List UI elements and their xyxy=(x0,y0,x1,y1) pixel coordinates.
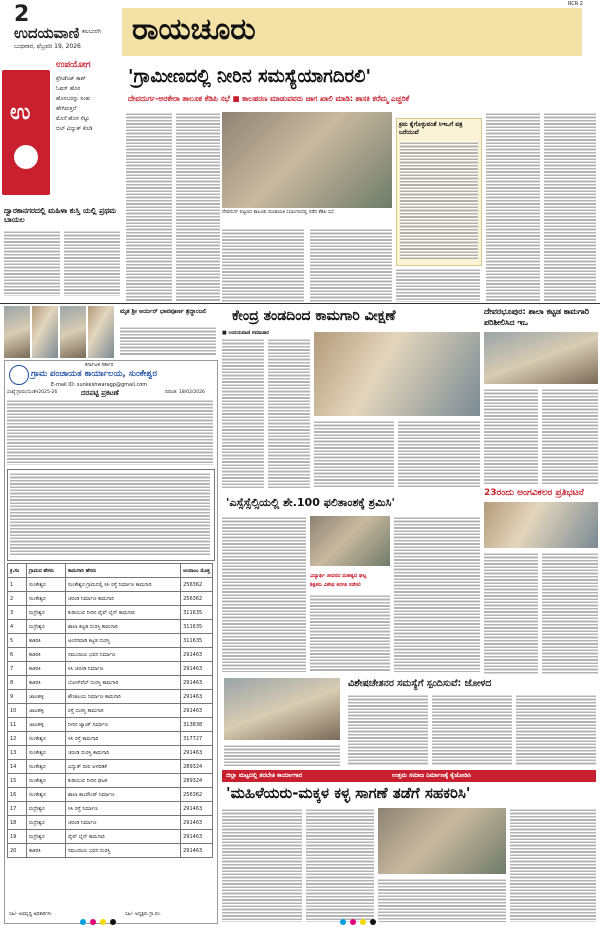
table-cell-no: 4 xyxy=(8,620,27,634)
mid-story xyxy=(220,494,482,674)
ad-text: ಮೃತ ಶ್ರೀ ಆರ್ಯನ್‌ ಭಾವಪೂರ್ಣ ಶ್ರದ್ಧಾಂಜಲಿ xyxy=(120,308,207,315)
table-cell-village: ಸುಂಕೇಶ್ವರ xyxy=(27,592,66,606)
table-cell-no: 3 xyxy=(8,606,27,620)
table-cell-village: ರುದ್ರೇಶ್ವರ xyxy=(27,606,66,620)
table-cell-no: 8 xyxy=(8,676,27,690)
table-cell-no: 5 xyxy=(8,634,27,648)
left-story-headline: ದ್ವಾರಕಾನಗರದಲ್ಲಿ ಮಹಿಳಾ ಕುಸ್ತಿ ಯಲ್ಲಿ ಪ್ರಥಮ ಬಾಯಲ xyxy=(4,206,117,224)
tender-notice xyxy=(4,360,218,924)
table-cell-village: ಜಾಲಹಳ್ಳಿ xyxy=(27,718,66,732)
right-story-2 xyxy=(484,488,598,676)
table-cell-work: ಸಮುದಾಯ ಭವನ ದುರಸ್ತಿ xyxy=(66,844,181,858)
notice-schedule xyxy=(10,472,210,556)
left-story-body xyxy=(4,230,60,296)
bottom-story-kicker-2: ಉತ್ತಮ ಸಮಾಜ ನಿರ್ಮಾಣಕ್ಕೆ ಕೈಜೋಡಿಸಿ xyxy=(392,772,472,779)
top-story-col7 xyxy=(544,112,596,302)
table-cell-no: 15 xyxy=(8,774,27,788)
notice-ref-left: ಸಂಖ್ಯೆ:ಗ್ರಾಪಂ/ಸುಂಕೇ/2025-26 xyxy=(7,390,58,395)
table-row xyxy=(8,746,213,760)
table-row xyxy=(8,718,213,732)
table-cell-village: ಕಾತರಕಿ xyxy=(27,648,66,662)
notice-schedule-box xyxy=(7,469,215,561)
center-col4 xyxy=(398,420,480,488)
print-registration-marks xyxy=(80,918,520,926)
table-cell-no: 16 xyxy=(8,788,27,802)
yellow-dot-icon-2 xyxy=(360,919,366,925)
table-row xyxy=(8,760,213,774)
works-table xyxy=(7,563,213,858)
center-story-photo xyxy=(314,332,480,416)
table-cell-amount: 291463 xyxy=(181,746,213,760)
promo-lines: ಪ್ರೆಸಿಡೆಂಟ್ ಕಾಪ್ ಓವನ್ ಹೊಸ ಹೊಸಬರನ್ನು ಸಂತು ಹೇಗಿರುತ್ತದೆ ಮೊನೆ ಹೊಸ ಸೆಟ್ಟು ಬಿಲ್ ವಿದ್ಯುತ್ ಕೊಡಿ xyxy=(56,76,93,132)
lower-story-photo xyxy=(224,678,340,740)
right-story-1-photo xyxy=(484,332,598,384)
table-cell-no: 18 xyxy=(8,816,27,830)
table-cell-work: ಚರಂಡಿ ನಿರ್ಮಾಣ xyxy=(66,816,181,830)
table-cell-work: ಸುಂಕೇಶ್ವರ ಗ್ರಾಮದಲ್ಲಿ ಸಿಸಿ ರಸ್ತೆ ನಿರ್ಮಾಣ ಕಾಮಗಾರಿ xyxy=(66,578,181,592)
bullet-1: ವಿದ್ಯಾರ್ಥಿ ಜೀವನದ ಮಹತ್ವದ ಘಟ್ಟ xyxy=(310,573,367,579)
notice-office: ಗ್ರಾಮ ಪಂಚಾಯತ ಕಾರ್ಯಾಲಯ, ಸುಂಕೇಶ್ವರ xyxy=(31,369,158,379)
divider-1 xyxy=(0,303,600,304)
table-cell-work: ಸಮುದಾಯ ಭವನ ನಿರ್ಮಾಣ xyxy=(66,648,181,662)
table-cell-village: ರುದ್ರೇಶ್ವರ xyxy=(27,816,66,830)
date-line: ಬುಧವಾರ, ಫೆಬ್ರವರಿ 19, 2026 xyxy=(14,43,81,50)
top-story-photo xyxy=(222,112,392,208)
table-cell-village: ಕಾತರಕಿ xyxy=(27,676,66,690)
table-row xyxy=(8,774,213,788)
table-row xyxy=(8,816,213,830)
right-story-2-col2 xyxy=(542,552,598,674)
mid-story-bullets xyxy=(310,572,390,590)
table-cell-amount: 291463 xyxy=(181,676,213,690)
table-cell-no: 19 xyxy=(8,830,27,844)
table-cell-amount: 291463 xyxy=(181,830,213,844)
table-cell-amount: 311635 xyxy=(181,606,213,620)
top-story-col2 xyxy=(176,112,220,302)
bottom-story-kicker: ಜಿಲ್ಲಾ ಮಟ್ಟದಲ್ಲಿ ತರಬೇತಿ ಕಾರ್ಯಾಗಾರ xyxy=(226,772,303,779)
table-cell-work: ಶಾಲಾ ಕಟ್ಟಡ ದುರಸ್ತಿ ಕಾಮಗಾರಿ xyxy=(66,620,181,634)
ad-photo-2 xyxy=(32,306,58,358)
bullet-2: ಶಿಕ್ಷಕರು ವಿಶೇಷ ತರಗತಿ ನಡೆಸಲಿ xyxy=(310,582,361,588)
table-cell-no: 6 xyxy=(8,648,27,662)
mid-story-photo xyxy=(310,516,390,566)
table-row xyxy=(8,676,213,690)
table-cell-amount: 291463 xyxy=(181,704,213,718)
lower-col1 xyxy=(348,694,428,766)
lower-col3 xyxy=(516,694,596,766)
table-row xyxy=(8,578,213,592)
table-row xyxy=(8,648,213,662)
table-cell-village: ಸುಂಕೇಶ್ವರ xyxy=(27,732,66,746)
table-cell-amount: 256362 xyxy=(181,578,213,592)
table-cell-no: 1 xyxy=(8,578,27,592)
lower-col2 xyxy=(432,694,512,766)
table-cell-work: ಬೋರ್‌ವೆಲ್ ದುರಸ್ತಿ ಕಾಮಗಾರಿ xyxy=(66,676,181,690)
cyan-dot-icon xyxy=(80,919,86,925)
table-cell-village: ಜಾಲಹಳ್ಳಿ xyxy=(27,690,66,704)
table-cell-amount: 289324 xyxy=(181,760,213,774)
magenta-dot-icon-2 xyxy=(350,919,356,925)
left-story xyxy=(4,206,120,296)
center-story xyxy=(220,306,482,491)
table-cell-amount: 313838 xyxy=(181,718,213,732)
page-number: 2 xyxy=(14,2,30,27)
section-title: ರಾಯಚೂರು xyxy=(132,12,256,47)
lower-story-headline: ವಿಶೇಷಚೇತನರ ಸಮಸ್ಯೆಗೆ ಸ್ಪಂದಿಸುವೆ: ಜೋಳದ xyxy=(348,678,492,689)
table-cell-amount: 289324 xyxy=(181,774,213,788)
top-story-caption: ದೇವದುರ್ಗ ಪಟ್ಟಣದ ತಾಲೂಕು ಪಂಚಾಯತಿ ಸಭಾಂಗಣದಲ್ಲಿ ನಡೆದ ಕೆಡಿಪಿ ಸಭೆ xyxy=(222,210,334,215)
table-cell-work: ಸಿಸಿ ರಸ್ತೆ ನಿರ್ಮಾಣ xyxy=(66,802,181,816)
table-cell-work: ಅಂಗನವಾಡಿ ಕಟ್ಟಡ ದುರಸ್ತಿ xyxy=(66,634,181,648)
bottom-story-photo xyxy=(378,808,506,874)
table-cell-work: ಕುಡಿಯುವ ನೀರಿನ ಪೈಪ್ ಲೈನ್ ಕಾಮಗಾರಿ xyxy=(66,606,181,620)
promo-logo-icon: ಉ xyxy=(10,100,31,125)
section-banner xyxy=(122,8,582,56)
table-cell-work: ವಿದ್ಯುತ್ ದೀಪ ಅಳವಡಿಕೆ xyxy=(66,760,181,774)
top-story-col4 xyxy=(310,228,392,302)
table-cell-village: ಸುಂಕೇಶ್ವರ xyxy=(27,760,66,774)
notice-intro xyxy=(7,399,213,465)
left-story-body-2 xyxy=(64,230,120,296)
center-col1 xyxy=(222,338,264,488)
table-cell-amount: 291463 xyxy=(181,816,213,830)
bottom-kicker-bar xyxy=(222,770,596,782)
mid-story-headline: 'ಎಸ್ಸೆಸ್ಸೆಲ್ಸಿಯಲ್ಲಿ ಶೇ.100 ಫಲಿತಾಂಶಕ್ಕೆ ಶ್ರಮಿಸಿ' xyxy=(226,496,395,509)
top-story-headline: 'ಗ್ರಾಮೀಣದಲ್ಲಿ ನೀರಿನ ಸಮಸ್ಯೆಯಾಗದಿರಲಿ' xyxy=(128,66,371,87)
table-row xyxy=(8,606,213,620)
center-story-byline: ■ ಉದಯವಾಣಿ ಸಮಾಚಾರ xyxy=(222,330,269,336)
table-row xyxy=(8,662,213,676)
top-story-callout-box xyxy=(396,118,482,266)
bottom-col1 xyxy=(222,808,302,922)
notice-footer-right: ಸಹಿ/- ಅಧ್ಯಕ್ಷರು ಗ್ರಾ.ಪಂ. xyxy=(125,912,162,917)
notice-ref-right: ದಿನಾಂಕ: 18/02/2026 xyxy=(165,390,205,395)
table-cell-work: ಕುಡಿಯುವ ನೀರಿನ ಘಟಕ xyxy=(66,774,181,788)
table-cell-no: 11 xyxy=(8,718,27,732)
bottom-col2 xyxy=(306,808,374,922)
yellow-dot-icon xyxy=(100,919,106,925)
center-col3 xyxy=(314,420,394,488)
top-story-col5 xyxy=(396,268,480,302)
black-dot-icon-2 xyxy=(370,919,376,925)
mid-col2 xyxy=(310,594,390,672)
table-cell-amount: 291463 xyxy=(181,648,213,662)
table-cell-work: ಚರಂಡಿ ದುರಸ್ತಿ ಕಾಮಗಾರಿ xyxy=(66,746,181,760)
notice-table xyxy=(7,563,213,858)
table-cell-work: ರಸ್ತೆ ದುರಸ್ತಿ ಕಾಮಗಾರಿ xyxy=(66,704,181,718)
table-cell-village: ಸುಂಕೇಶ್ವರ xyxy=(27,578,66,592)
right-story-1-headline: ದೇವರಭೂಪುರ: ಶಾಲಾ ಕಟ್ಟಡ ಕಾಮಗಾರಿ ಪರಿಶೀಲಿಸಿದ ಇಒ xyxy=(484,307,590,327)
table-cell-village: ಕಾತರಕಿ xyxy=(27,634,66,648)
table-row xyxy=(8,788,213,802)
table-cell-amount: 311635 xyxy=(181,620,213,634)
table-cell-no: 12 xyxy=(8,732,27,746)
table-row xyxy=(8,844,213,858)
table-cell-amount: 317727 xyxy=(181,732,213,746)
table-cell-no: 7 xyxy=(8,662,27,676)
page-header xyxy=(0,0,600,58)
table-cell-amount: 291463 xyxy=(181,690,213,704)
lower-caption xyxy=(224,744,340,766)
table-cell-village: ಸುಂಕೇಶ್ವರ xyxy=(27,788,66,802)
promo-sidebar xyxy=(2,60,122,200)
center-col2 xyxy=(268,338,310,488)
table-cell-village: ಕಾತರಕಿ xyxy=(27,662,66,676)
table-cell-no: 20 xyxy=(8,844,27,858)
table-cell-no: 9 xyxy=(8,690,27,704)
bottom-col3 xyxy=(378,878,506,922)
edition-tag: ಕಲಬುರಗಿ xyxy=(82,28,102,35)
bottom-story xyxy=(220,770,598,925)
table-cell-village: ರುದ್ರೇಶ್ವರ xyxy=(27,830,66,844)
table-cell-village: ಕಾತರಕಿ xyxy=(27,844,66,858)
notice-email: E-mail ID: sunkeshwaragp@gmail.com xyxy=(51,382,148,388)
table-cell-amount: 256362 xyxy=(181,788,213,802)
table-row xyxy=(8,732,213,746)
table-row xyxy=(8,620,213,634)
table-cell-no: 2 xyxy=(8,592,27,606)
ad-block xyxy=(4,306,216,358)
ad-photo-4 xyxy=(88,306,114,358)
notice-footer-left: ಸಹಿ/- ಅಭಿವೃದ್ಧಿ ಅಧಿಕಾರಿಗಳು xyxy=(9,912,52,917)
table-cell-no: 13 xyxy=(8,746,27,760)
govt-emblem-icon xyxy=(9,365,29,385)
table-row xyxy=(8,634,213,648)
ad-body xyxy=(120,326,216,356)
table-row xyxy=(8,802,213,816)
cyan-dot-icon-2 xyxy=(340,919,346,925)
table-cell-no: 14 xyxy=(8,760,27,774)
right-story-1-col1 xyxy=(484,388,538,484)
table-cell-amount: 291463 xyxy=(181,844,213,858)
right-story-2-col1 xyxy=(484,552,538,674)
promo-graphic xyxy=(2,70,50,195)
right-story-2-headline: 23ರಂದು ಅಂಗವಿಕಲರ ಪ್ರತಿಭಟನೆ xyxy=(484,488,584,498)
promo-title: ಉಪಯೋಗ xyxy=(56,60,91,70)
right-story-2-photo xyxy=(484,502,598,548)
callout-body xyxy=(400,141,478,259)
table-cell-work: ಸಿಸಿ ರಸ್ತೆ ಕಾಮಗಾರಿ xyxy=(66,732,181,746)
table-cell-work: ಶಾಲಾ ಕಾಂಪೌಂಡ್ ನಿರ್ಮಾಣ xyxy=(66,788,181,802)
table-cell-no: 17 xyxy=(8,802,27,816)
table-cell-village: ಸುಂಕೇಶ್ವರ xyxy=(27,774,66,788)
table-row xyxy=(8,830,213,844)
table-cell-amount: 291463 xyxy=(181,802,213,816)
table-header-row: ಕ್ರ.ಸಂ ಗ್ರಾಮದ ಹೆಸರು ಕಾಮಗಾರಿ ಹೆಸರು ಅಂದಾಜು ಮೊತ್ತ xyxy=(8,564,213,578)
top-story-col1 xyxy=(126,112,172,302)
notice-title: ದರಪಟ್ಟಿ ಪ್ರಕಟಣೆ xyxy=(81,389,119,397)
table-cell-no: 10 xyxy=(8,704,27,718)
table-cell-village: ರುದ್ರೇಶ್ವರ xyxy=(27,802,66,816)
corner-code: RCR 2 xyxy=(568,1,583,7)
table-row xyxy=(8,690,213,704)
paper-name: ಉದಯವಾಣಿ xyxy=(14,24,80,42)
black-dot-icon xyxy=(110,919,116,925)
table-cell-village: ಸುಂಕೇಶ್ವರ xyxy=(27,746,66,760)
table-cell-work: ನೀರಿನ ಟ್ಯಾಂಕ್ ನಿರ್ಮಾಣ xyxy=(66,718,181,732)
mid-col1 xyxy=(222,516,306,672)
top-story xyxy=(124,60,598,305)
table-row xyxy=(8,592,213,606)
ad-photo-1 xyxy=(4,306,30,358)
table-cell-village: ರುದ್ರೇಶ್ವರ xyxy=(27,620,66,634)
table-cell-village: ಜಾಲಹಳ್ಳಿ xyxy=(27,704,66,718)
top-story-subhead: ದೇವದುರ್ಗ-ಅರಕೇರಾ ತಾಲೂಕ ಕೆಡಿಪಿ ಸಭೆ ■ ಕಾಲಹರಣ ಮಾಡುವವರು ಜಾಗ ಖಾಲಿ ಮಾಡಿ: ಶಾಸಕಿ ಕರೆಮ್ಮ ಎಚ್ಚರಿಕೆ xyxy=(128,94,410,103)
mid-col3 xyxy=(394,516,480,672)
table-cell-amount: 291463 xyxy=(181,662,213,676)
notice-kicker: ಕರ್ನಾಟಕ ಸರ್ಕಾರ xyxy=(85,362,114,368)
table-cell-work: ಶೌಚಾಲಯ ನಿರ್ಮಾಣ ಕಾಮಗಾರಿ xyxy=(66,690,181,704)
top-story-callout: ಕ್ರಮ ಕೈಗೊಳ್ಳುವಂತೆ ಸಿಇಒಗೆ ಪತ್ರ ಬರೆಯುವೆ xyxy=(399,121,463,136)
table-cell-amount: 311635 xyxy=(181,634,213,648)
table-cell-work: ಸಿಸಿ ಚರಂಡಿ ನಿರ್ಮಾಣ xyxy=(66,662,181,676)
bottom-story-headline: 'ಮಹಿಳೆಯರು-ಮಕ್ಕಳ ಕಳ್ಳ ಸಾಗಣೆ ತಡೆಗೆ ಸಹಕರಿಸಿ' xyxy=(226,784,471,802)
ad-photo-3 xyxy=(60,306,86,358)
promo-circle-icon xyxy=(14,145,38,169)
table-cell-amount: 256362 xyxy=(181,592,213,606)
table-row xyxy=(8,704,213,718)
bottom-col4 xyxy=(510,808,596,922)
table-cell-work: ಪೈಪ್ ಲೈನ್ ಕಾಮಗಾರಿ xyxy=(66,830,181,844)
table-cell-work: ಚರಂಡಿ ನಿರ್ಮಾಣ ಕಾಮಗಾರಿ xyxy=(66,592,181,606)
right-story-1-col2 xyxy=(542,388,598,484)
magenta-dot-icon xyxy=(90,919,96,925)
top-story-col3 xyxy=(222,228,304,302)
right-story-1 xyxy=(484,306,598,484)
top-story-col6 xyxy=(486,112,540,302)
lower-story xyxy=(220,676,598,768)
center-story-headline: ಕೇಂದ್ರ ತಂಡದಿಂದ ಕಾಮಗಾರಿ ವೀಕ್ಷಣೆ xyxy=(232,308,396,324)
